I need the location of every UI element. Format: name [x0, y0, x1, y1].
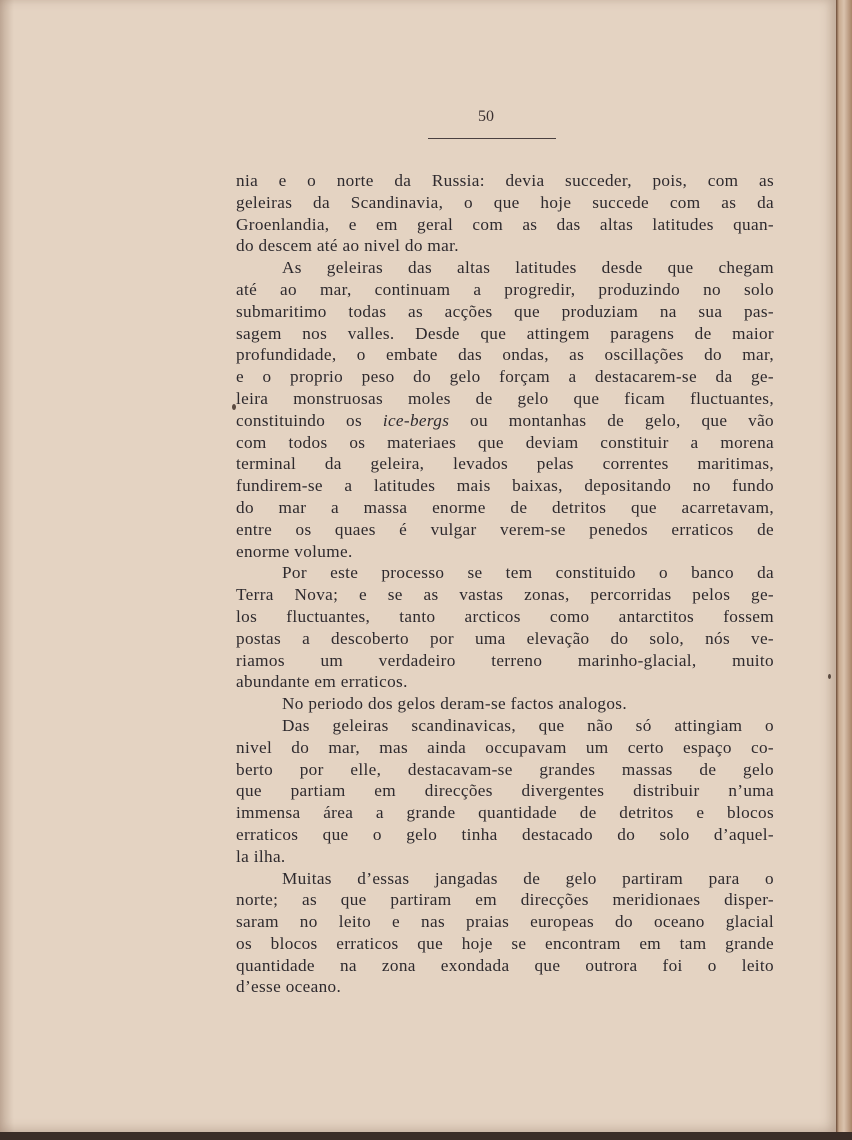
text-line: [236, 410, 774, 432]
text-line: saram no leito e nas praias europeas do oceano glacial: [236, 912, 774, 932]
header-rule: [428, 138, 556, 139]
text-line: nivel do mar, mas ainda occupavam um certo espaço co-: [236, 737, 774, 757]
text-line: profundidade, o embate das ondas, as oscillações do mar,: [236, 345, 774, 365]
text-line: até ao mar, continuam a progredir, produzindo no solo: [236, 279, 774, 299]
text-line: As geleiras das altas latitudes desde que chegam: [282, 258, 774, 278]
text-line: riamos um verdadeiro terreno marinho-glacial, muito: [236, 650, 774, 670]
text-line: enorme volume.: [236, 541, 353, 561]
text-line: Por este processo se tem constituido o banco da: [282, 563, 774, 583]
text-line: submaritimo todas as acções que produziam na sua pas-: [236, 301, 774, 321]
text-line: Terra Nova; e se as vastas zonas, percorridas pelos ge-: [236, 585, 774, 605]
text-line: erraticos que o gelo tinha destacado do solo d’aquel-: [236, 824, 774, 844]
text-line: d’esse oceano.: [236, 977, 342, 997]
text-line: terminal da geleira, levados pelas correntes maritimas,: [236, 454, 774, 474]
page-number: 50: [478, 108, 494, 125]
text-line: Groenlandia, e em geral com as das altas latitudes quan-: [236, 214, 774, 234]
text-line: immensa área a grande quantidade de detritos e blocos: [236, 803, 774, 823]
text-line: leira monstruosas moles de gelo que ficam fluctuantes,: [236, 388, 774, 408]
book-bottom-edge: [0, 1132, 852, 1140]
text-line: norte; as que partiram em direcções meridionaes disper-: [236, 890, 774, 910]
text-line: geleiras da Scandinavia, o que hoje succede com as da: [236, 192, 774, 212]
next-page-edge: [836, 0, 852, 1140]
text-line: do descem até ao nivel do mar.: [236, 236, 459, 256]
text-segment: ou montanhas de gelo, que vão: [449, 410, 774, 430]
text-line: la ilha.: [236, 846, 286, 866]
text-line: Das geleiras scandinavicas, que não só attingiam o: [282, 715, 774, 735]
body-text: [236, 170, 774, 998]
text-line: berto por elle, destacavam-se grandes massas de gelo: [236, 759, 774, 779]
page-gutter-shadow: [0, 0, 14, 1134]
text-line: quantidade na zona exondada que outrora foi o leito: [236, 955, 774, 975]
ink-speck: [828, 674, 831, 679]
text-line: fundirem-se a latitudes mais baixas, depositando no fundo: [236, 476, 774, 496]
text-line: los fluctuantes, tanto arcticos como antarctitos fossem: [236, 606, 774, 626]
text-line: que partiam em direcções divergentes distribuir n’uma: [236, 781, 774, 801]
ink-speck: [232, 404, 236, 410]
text-line: entre os quaes é vulgar verem-se penedos erraticos de: [236, 519, 774, 539]
text-line: e o proprio peso do gelo forçam a destacarem-se da ge-: [236, 367, 774, 387]
text-line: com todos os materiaes que deviam constituir a morena: [236, 432, 774, 452]
italic-term: ice-bergs: [382, 410, 450, 430]
text-line: sagem nos valles. Desde que attingem paragens de maior: [236, 323, 774, 343]
text-line: No periodo dos gelos deram-se factos analogos.: [282, 694, 627, 714]
text-line: abundante em erraticos.: [236, 672, 408, 692]
text-line: os blocos erraticos que hoje se encontram em tam grande: [236, 933, 774, 953]
text-segment: constituindo os: [236, 410, 383, 430]
text-line: Muitas d’essas jangadas de gelo partiram para o: [282, 868, 774, 888]
text-line: nia e o norte da Russia: devia succeder, pois, com as: [236, 171, 774, 190]
text-line: do mar a massa enorme de detritos que acarretavam,: [236, 497, 774, 517]
text-line: postas a descoberto por uma elevação do solo, nós ve-: [236, 628, 774, 648]
